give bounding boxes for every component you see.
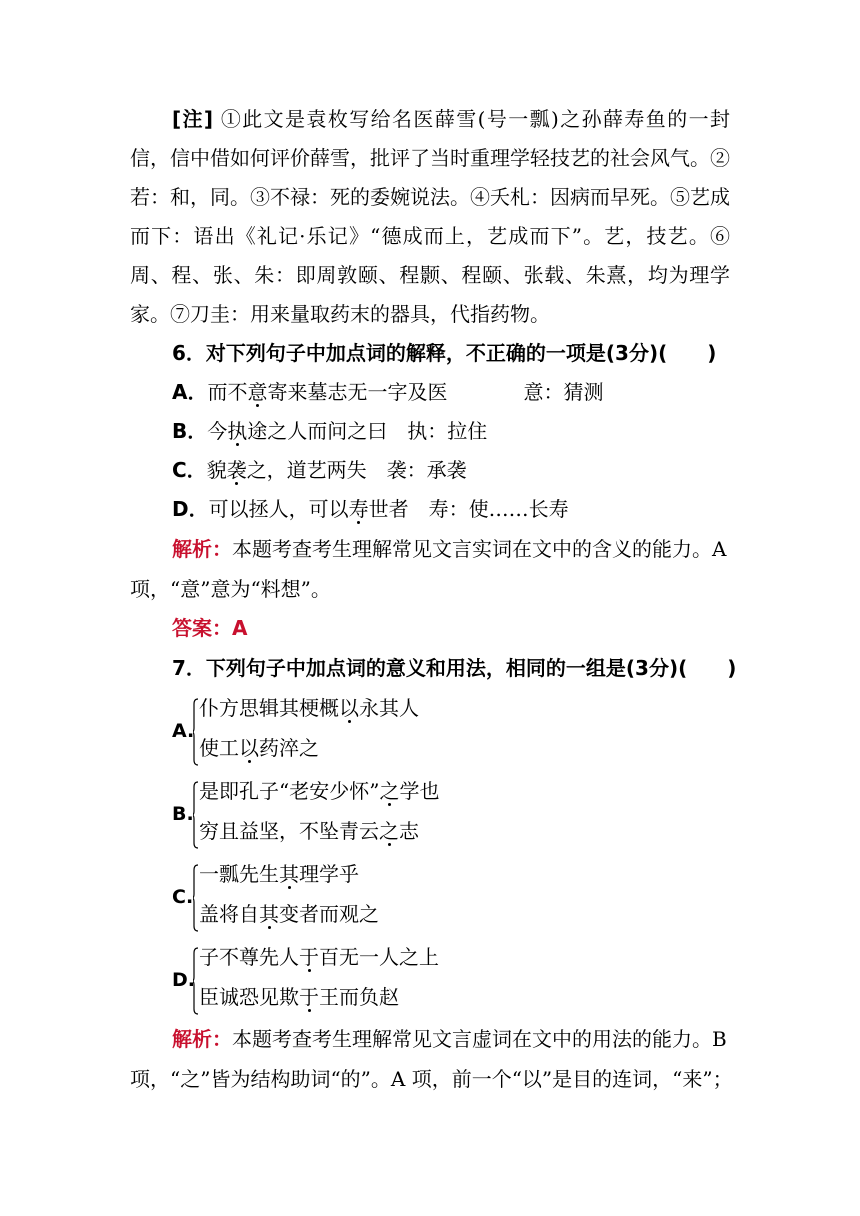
- option-text: 可以拯人，可以: [208, 497, 349, 521]
- option-letter: A.: [172, 720, 195, 742]
- question-6-stem: 6．对下列句子中加点词的解释，不正确的一项是(3分)( ): [172, 341, 717, 365]
- option-gloss: 袭：承袭: [386, 458, 467, 482]
- answer-value: A: [232, 616, 248, 640]
- note-label: [注]: [172, 107, 214, 131]
- question-6-option-a[interactable]: [172, 373, 603, 412]
- option-text: 貌: [206, 458, 227, 482]
- option-letter: D．: [172, 497, 209, 521]
- option-text: 而不: [207, 380, 248, 404]
- dotted-word: 以: [339, 696, 359, 720]
- dotted-word: 其: [259, 902, 279, 926]
- dotted-word: 其: [279, 862, 299, 886]
- dotted-word: 之: [379, 779, 400, 803]
- dotted-word: 执: [227, 419, 248, 443]
- question-7-analysis: [172, 1020, 727, 1059]
- question-6-option-b[interactable]: [172, 412, 487, 451]
- dotted-word: 以: [239, 736, 259, 760]
- dotted-word: 之: [379, 819, 399, 843]
- option-gloss: 意：猜测: [523, 380, 604, 404]
- note-paragraph: [130, 100, 730, 334]
- analysis-label: 解析：: [172, 1027, 232, 1051]
- option-letter: C．: [172, 458, 207, 482]
- option-sentence-1: 子不尊先人于百无一人之上: [199, 945, 439, 969]
- dotted-word: 寿: [348, 497, 369, 521]
- option-sentence-1: 一瓢先生其理学乎: [199, 862, 359, 886]
- dotted-word: 于: [299, 945, 319, 969]
- option-text: 途之人而问之曰: [247, 419, 388, 443]
- option-text: 寄来墓志无一字及医: [267, 380, 448, 404]
- option-sentence-2: 穷且益坚，不坠青云之志: [199, 819, 419, 843]
- option-sentence-2: 盖将自其变者而观之: [199, 902, 379, 926]
- question-6-analysis-cont: 项，“意”意为“料想”。: [130, 577, 331, 601]
- question-6-analysis: [172, 530, 726, 569]
- option-text: 之，道艺两失: [246, 458, 367, 482]
- question-7-stem: 7．下列句子中加点词的意义和用法，相同的一组是(3分)( ): [172, 656, 737, 680]
- answer-label: 答案：: [172, 616, 232, 640]
- question-6-option-d[interactable]: [172, 490, 569, 529]
- option-gloss: 执：拉住: [407, 419, 488, 443]
- dotted-word: 袭: [226, 458, 247, 482]
- question-6-option-c[interactable]: [172, 451, 467, 490]
- option-gloss: 寿：使……长寿: [428, 497, 569, 521]
- note-text: ①此文是袁枚写给名医薛雪(号一瓢)之孙薛寿鱼的一封信，信中借如何评价薛雪，批评了当时重理学轻技艺的社会风气。②若：和，同。③不禄：死的委婉说法。④夭札：因病而早死。⑤艺成而下：语出《礼记·乐记》“德成而上，艺成而下”。艺，技艺。⑥周、程、张、朱：即周敦颐、程颢、程颐、张载、朱熹，均为理学家。⑦刀圭：用来量取药末的器具，代指药物。: [130, 107, 731, 326]
- option-letter: B．: [172, 419, 208, 443]
- analysis-text: 本题考查考生理解常见文言实词在文中的含义的能力。A: [232, 537, 727, 561]
- question-7-analysis-cont: 项，“之”皆为结构助词“的”。A 项，前一个“以”是目的连词，“来”；: [130, 1067, 733, 1091]
- option-letter: B.: [172, 803, 194, 825]
- option-letter: D.: [172, 969, 195, 991]
- option-sentence-2: 使工以药淬之: [199, 736, 319, 760]
- option-sentence-1: 是即孔子“老安少怀”之学也: [199, 779, 440, 803]
- option-letter: A．: [172, 380, 208, 404]
- question-6-answer: [172, 609, 247, 648]
- option-text: 世者: [368, 497, 409, 521]
- option-sentence-1: 仆方思辑其梗概以永其人: [199, 696, 419, 720]
- option-letter: C.: [172, 886, 194, 908]
- option-sentence-2: 臣诚恐见欺于王而负赵: [199, 985, 399, 1009]
- option-text: 今: [207, 419, 228, 443]
- analysis-label: 解析：: [172, 537, 232, 561]
- analysis-text: 本题考查考生理解常见文言虚词在文中的用法的能力。B: [232, 1027, 727, 1051]
- dotted-word: 于: [299, 985, 319, 1009]
- dotted-word: 意: [247, 380, 268, 404]
